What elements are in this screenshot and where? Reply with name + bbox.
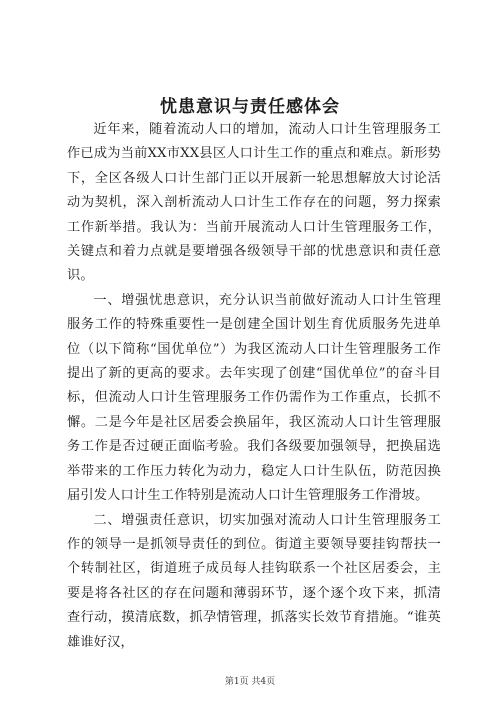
document-body	[67, 118, 441, 655]
paragraph-intro: 近年来，随着流动人口的增加，流动人口计生管理服务工作已成为当前XX市XX县区人口计生工作的重点和难点。新形势下，全区各级人口计生部门正以开展新一轮思想解放大讨论活动为契机，深入剖析流动人口计生工作存在的问题，努力探索工作新举措。我认为：当前开展流动人口计生管理服务工作，关键点和着力点就是要增强各级领导干部的忧患意识和责任意识。	[67, 122, 441, 284]
page-title: 忧患意识与责任感体会	[160, 97, 340, 117]
page-footer: 第1页 共4页	[224, 677, 276, 687]
paragraph-section-two: 二、增强责任意识，切实加强对流动人口计生管理服务工作的领导一是抓领导责任的到位。街道主要领导要挂钩帮扶一个转制社区，街道班子成员每人挂钩联系一个社区居委会，主要是将各社区的存在问题和薄弱环节，逐个逐个攻下来，抓清查行动，摸清底数，抓孕情管理，抓落实长效节育措施。“谁英雄谁好汉，	[67, 512, 441, 650]
paragraph-section-one: 一、增强忧患意识，充分认识当前做好流动人口计生管理服务工作的特殊重要性一是创建全国计划生育优质服务先进单位（以下简称“国优单位”）为我区流动人口计生管理服务工作提出了新的更高的要求。去年实现了创建“国优单位”的奋斗目标，但流动人口计生管理服务工作仍需作为工作重点，长抓不懈。二是今年是社区居委会换届年，我区流动人口计生管理服务工作是否过硬正面临考验。我们各级要加强领导，把换届选举带来的工作压力转化为动力，稳定人口计生队伍，防范因换届引发人口计生工作特别是流动人口计生管理服务工作滑坡。	[67, 292, 441, 504]
